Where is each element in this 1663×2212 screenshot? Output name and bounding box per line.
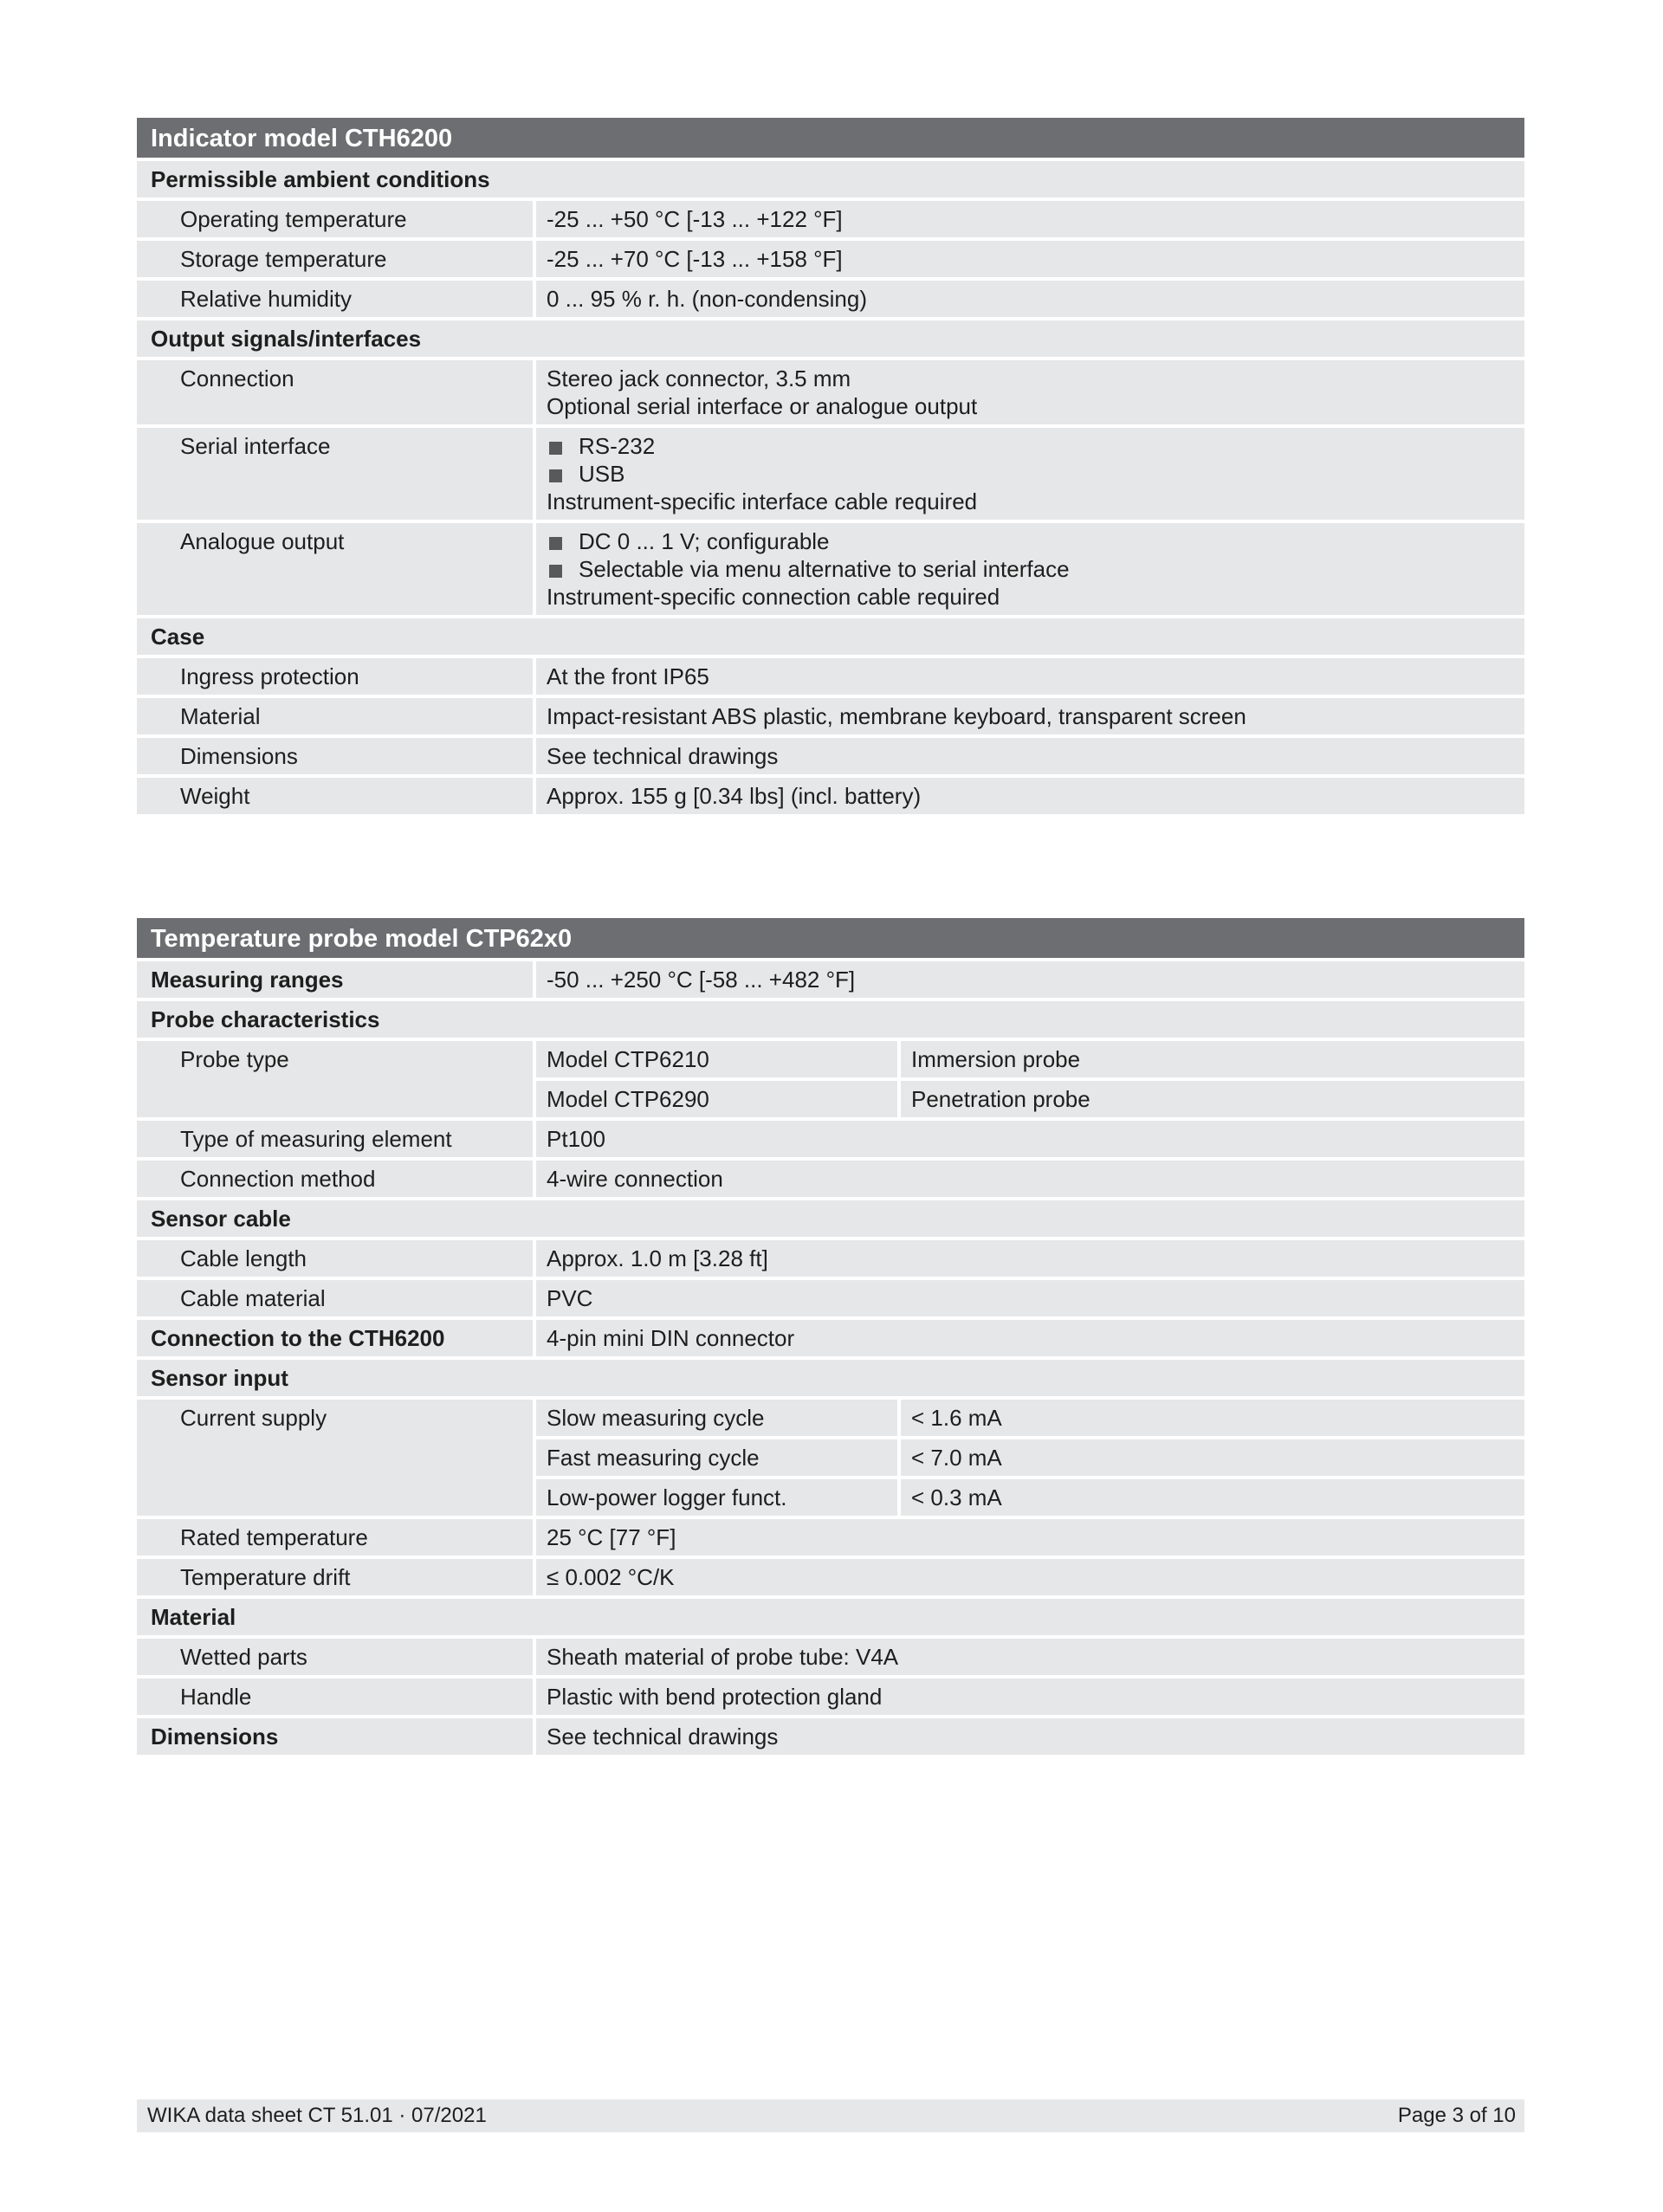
probe-kind: Penetration probe bbox=[901, 1081, 1524, 1117]
spec-label: Type of measuring element bbox=[137, 1121, 533, 1157]
spec-row bbox=[137, 1678, 1524, 1715]
section-heading-row bbox=[137, 618, 1524, 655]
spec-value: Pt100 bbox=[536, 1121, 1524, 1157]
cycle-current: < 7.0 mA bbox=[901, 1439, 1524, 1476]
section-heading: Material bbox=[137, 1599, 1524, 1635]
spec-row bbox=[137, 658, 1524, 695]
spec-row bbox=[137, 1519, 1524, 1556]
section-heading: Permissible ambient conditions bbox=[137, 161, 1524, 197]
section-heading: Output signals/interfaces bbox=[137, 320, 1524, 357]
spec-value: Sheath material of probe tube: V4A bbox=[536, 1639, 1524, 1675]
page-footer bbox=[137, 2099, 1524, 2132]
spec-label: Handle bbox=[137, 1678, 533, 1715]
probe-type-group bbox=[137, 1041, 1524, 1117]
section-heading-row bbox=[137, 1001, 1524, 1038]
spec-row bbox=[137, 523, 1524, 615]
spec-row bbox=[137, 778, 1524, 814]
spec-row bbox=[137, 1121, 1524, 1157]
spec-label: Storage temperature bbox=[137, 241, 533, 277]
probe-spec-table bbox=[137, 918, 1524, 1758]
spec-value bbox=[536, 523, 1524, 615]
spec-value: ≤ 0.002 °C/K bbox=[536, 1559, 1524, 1595]
spec-label: Dimensions bbox=[137, 1718, 533, 1755]
page-number: Page 3 of 10 bbox=[1397, 2104, 1516, 2127]
spec-row bbox=[137, 360, 1524, 424]
spec-label: Dimensions bbox=[137, 738, 533, 774]
spec-value: PVC bbox=[536, 1280, 1524, 1316]
section-heading-row bbox=[137, 1599, 1524, 1635]
spec-value: Impact-resistant ABS plastic, membrane keyboard, transparent screen bbox=[536, 698, 1524, 734]
spec-label: Cable length bbox=[137, 1240, 533, 1277]
section-heading: Sensor input bbox=[137, 1360, 1524, 1396]
cycle-name: Fast measuring cycle bbox=[536, 1439, 897, 1476]
spec-row bbox=[137, 1559, 1524, 1595]
section-heading: Probe characteristics bbox=[137, 1001, 1524, 1038]
bullet-item: USB bbox=[547, 460, 1514, 488]
spec-value bbox=[536, 428, 1524, 520]
spec-row bbox=[137, 1718, 1524, 1755]
spec-row bbox=[137, 961, 1524, 998]
cycle-current: < 1.6 mA bbox=[901, 1400, 1524, 1436]
value-note: Instrument-specific connection cable required bbox=[547, 584, 1000, 610]
spec-label: Operating temperature bbox=[137, 201, 533, 237]
spec-value: See technical drawings bbox=[536, 738, 1524, 774]
section-heading-row bbox=[137, 161, 1524, 197]
cycle-name: Slow measuring cycle bbox=[536, 1400, 897, 1436]
section-heading-row bbox=[137, 1360, 1524, 1396]
cycle-current: < 0.3 mA bbox=[901, 1479, 1524, 1516]
spec-label: Connection bbox=[137, 360, 533, 424]
table-title: Temperature probe model CTP62x0 bbox=[137, 918, 1524, 958]
probe-kind: Immersion probe bbox=[901, 1041, 1524, 1077]
spec-label: Ingress protection bbox=[137, 658, 533, 695]
spec-label: Connection method bbox=[137, 1161, 533, 1197]
spec-value: Approx. 1.0 m [3.28 ft] bbox=[536, 1240, 1524, 1277]
value-note: Instrument-specific interface cable required bbox=[547, 488, 978, 514]
bullet-item: Selectable via menu alternative to serial interface bbox=[547, 555, 1514, 583]
spec-label: Relative humidity bbox=[137, 281, 533, 317]
spec-label: Connection to the CTH6200 bbox=[137, 1320, 533, 1356]
spec-row bbox=[137, 1280, 1524, 1316]
spec-label: Current supply bbox=[137, 1400, 533, 1516]
spec-label: Measuring ranges bbox=[137, 961, 533, 998]
spec-row bbox=[137, 201, 1524, 237]
spec-value: 4-pin mini DIN connector bbox=[536, 1320, 1524, 1356]
section-heading-row bbox=[137, 1200, 1524, 1237]
section-heading-row bbox=[137, 320, 1524, 357]
spec-label: Analogue output bbox=[137, 523, 533, 615]
spec-row bbox=[137, 281, 1524, 317]
spec-label: Probe type bbox=[137, 1041, 533, 1117]
spec-value bbox=[536, 360, 1524, 424]
indicator-spec-table bbox=[137, 118, 1524, 818]
spec-row bbox=[137, 1240, 1524, 1277]
spec-value: Plastic with bend protection gland bbox=[536, 1678, 1524, 1715]
spec-label: Material bbox=[137, 698, 533, 734]
spec-row bbox=[137, 1320, 1524, 1356]
spec-row bbox=[137, 241, 1524, 277]
spec-row bbox=[137, 1639, 1524, 1675]
spec-value: 25 °C [77 °F] bbox=[536, 1519, 1524, 1556]
probe-model: Model CTP6210 bbox=[536, 1041, 897, 1077]
spec-label: Wetted parts bbox=[137, 1639, 533, 1675]
spec-label: Rated temperature bbox=[137, 1519, 533, 1556]
probe-model: Model CTP6290 bbox=[536, 1081, 897, 1117]
current-supply-group bbox=[137, 1400, 1524, 1516]
spec-label: Weight bbox=[137, 778, 533, 814]
value-line: Stereo jack connector, 3.5 mm bbox=[547, 365, 851, 391]
spec-value: 4-wire connection bbox=[536, 1161, 1524, 1197]
spec-value: 0 ... 95 % r. h. (non-condensing) bbox=[536, 281, 1524, 317]
spec-value: -50 ... +250 °C [-58 ... +482 °F] bbox=[536, 961, 1524, 998]
footer-doc-ref: WIKA data sheet CT 51.01 · 07/2021 bbox=[147, 2104, 487, 2127]
spec-value: -25 ... +50 °C [-13 ... +122 °F] bbox=[536, 201, 1524, 237]
bullet-item: DC 0 ... 1 V; configurable bbox=[547, 527, 1514, 555]
spec-value: At the front IP65 bbox=[536, 658, 1524, 695]
spec-value: -25 ... +70 °C [-13 ... +158 °F] bbox=[536, 241, 1524, 277]
bullet-item: RS-232 bbox=[547, 432, 1514, 460]
section-heading: Sensor cable bbox=[137, 1200, 1524, 1237]
spec-label: Serial interface bbox=[137, 428, 533, 520]
spec-value: See technical drawings bbox=[536, 1718, 1524, 1755]
value-line: Optional serial interface or analogue output bbox=[547, 393, 978, 419]
spec-row bbox=[137, 738, 1524, 774]
spec-row bbox=[137, 698, 1524, 734]
section-heading: Case bbox=[137, 618, 1524, 655]
spec-label: Temperature drift bbox=[137, 1559, 533, 1595]
spec-row bbox=[137, 1161, 1524, 1197]
spec-label: Cable material bbox=[137, 1280, 533, 1316]
cycle-name: Low-power logger funct. bbox=[536, 1479, 897, 1516]
spec-value: Approx. 155 g [0.34 lbs] (incl. battery) bbox=[536, 778, 1524, 814]
table-title: Indicator model CTH6200 bbox=[137, 118, 1524, 158]
spec-row bbox=[137, 428, 1524, 520]
